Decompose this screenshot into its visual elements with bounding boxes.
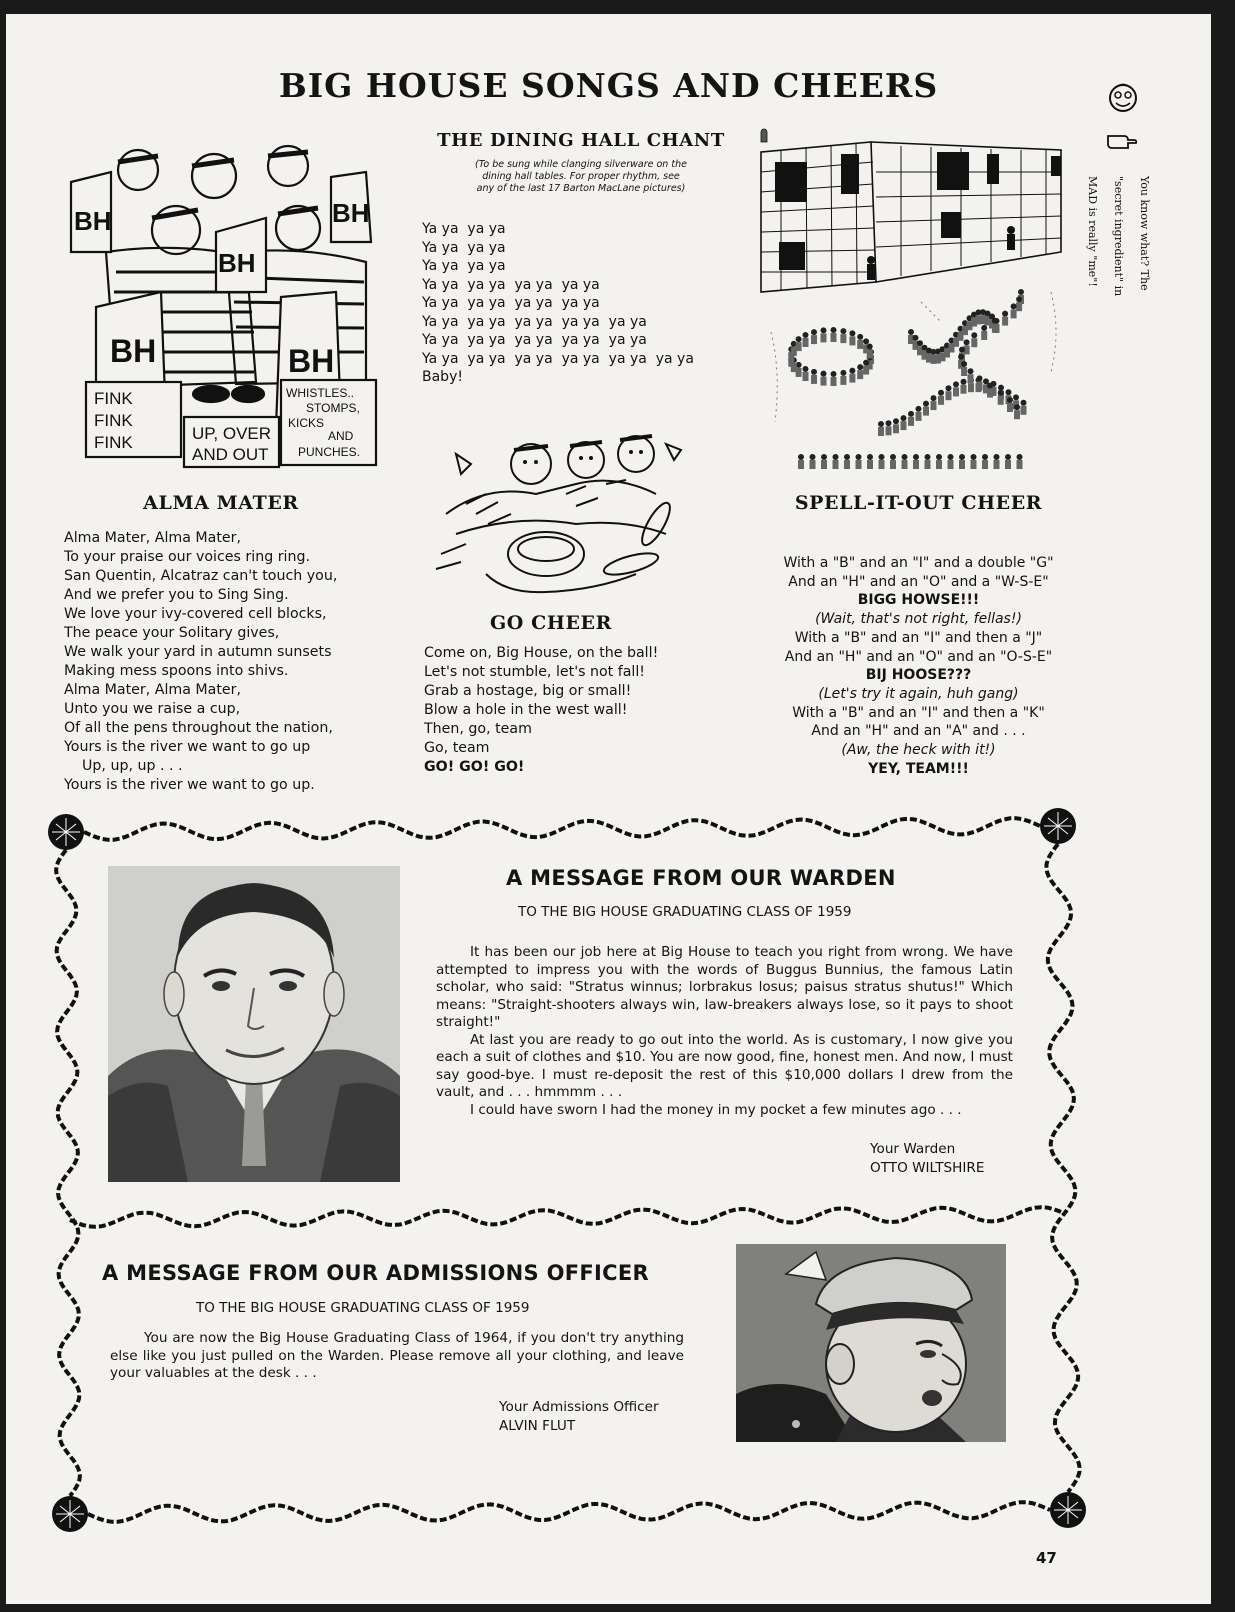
lyric-line: Of all the pens throughout the nation, [64, 720, 333, 736]
bh-badge: BH [332, 198, 370, 228]
signature-title: Your Warden [870, 1141, 956, 1157]
lyric-line: And we prefer you to Sing Sing. [64, 587, 289, 603]
admissions-message-subtitle: TO THE BIG HOUSE GRADUATING CLASS OF 1959 [196, 1300, 530, 1316]
lyric-line: Alma Mater, Alma Mater, [64, 682, 241, 698]
bh-badge: BH [110, 333, 157, 369]
cheer-final-line: GO! GO! GO! [424, 759, 525, 775]
lyric-line: Alma Mater, Alma Mater, [64, 530, 241, 546]
bh-badge: BH [288, 343, 335, 379]
cheer-line: Then, go, team [424, 721, 532, 737]
note-line: dining hall tables. For proper rhythm, see [482, 171, 680, 182]
bh-badge: BH [218, 248, 256, 278]
chain-segment [56, 850, 80, 1496]
message-paragraph: It has been our job here at Big House to teach you right from wrong. We have attempted to impress you with the words of Buggus Bunnius, the famous Latin scholar, who said: "Stratus winnus; lorbrakus losus; paisus stratus shutus!" Which means: "Straight-shooters always win, law-breakers always lose, so it pays to shoot straight!" [436, 944, 1013, 1030]
side-note-line: MAD is really "me"! [1086, 176, 1099, 287]
page-title: BIG HOUSE SONGS AND CHEERS [278, 66, 939, 105]
warden-message-title: A MESSAGE FROM OUR WARDEN [506, 866, 896, 890]
lyric-line: San Quentin, Alcatraz can't touch you, [64, 568, 338, 584]
magazine-page [6, 14, 1211, 1604]
sign-fink-line: FINK [94, 433, 133, 452]
cheer-line: And an "H" and an "O" and a "W-S-E" [788, 573, 1049, 590]
sign-up-over-line: AND OUT [192, 445, 269, 464]
warden-message-body [436, 944, 1013, 1119]
page-number: 47 [1036, 1549, 1057, 1567]
sign-up-over-line: UP, OVER [192, 424, 272, 443]
sign-whistles-line: WHISTLES.. [286, 386, 355, 400]
chain-segment [1046, 844, 1079, 1492]
sign-fink-line: FINK [94, 411, 133, 430]
chant-line: Ya ya ya ya ya ya ya ya [422, 295, 600, 311]
cheer-line: And an "H" and an "O" and an "O-S-E" [784, 648, 1053, 665]
cheer-line: And an "H" and an "A" and . . . [811, 723, 1026, 740]
spell-it-out-cheer-heading: SPELL-IT-OUT CHEER [794, 492, 1043, 514]
cheer-line: Grab a hostage, big or small! [424, 683, 632, 699]
go-cheer-heading: GO CHEER [489, 612, 613, 634]
warden-signature [870, 1140, 984, 1178]
warden-portrait [108, 866, 400, 1182]
chant-line: Baby! [422, 369, 463, 385]
bh-badge: BH [74, 206, 112, 236]
cheer-line: With a "B" and an "I" and then a "J" [794, 629, 1043, 646]
chant-line: Ya ya ya ya [422, 258, 506, 274]
chain-segment [70, 1207, 1066, 1227]
cheer-line: Come on, Big House, on the ball! [424, 645, 659, 661]
signature-name: ALVIN FLUT [499, 1418, 576, 1434]
lyric-line: To your praise our voices ring ring. [64, 549, 310, 565]
chain-segment [88, 1502, 1050, 1522]
cheer-line: With a "B" and an "I" and then a "K" [792, 704, 1045, 721]
alma-mater-heading: ALMA MATER [143, 492, 299, 514]
cheer-line: (Let's try it again, huh gang) [818, 685, 1019, 702]
note-line: (To be sung while clanging silverware on the [475, 159, 687, 170]
sign-whistles-line: KICKS [288, 416, 325, 430]
cheer-line: Go, team [424, 740, 490, 756]
lyric-line: We walk your yard in autumn sunsets [64, 644, 332, 660]
lyric-line: We love your ivy-covered cell blocks, [64, 606, 327, 622]
side-note-line: "secret ingredient" in [1112, 176, 1125, 297]
signature-name: OTTO WILTSHIRE [870, 1160, 985, 1176]
cheer-line: (Aw, the heck with it!) [841, 742, 996, 759]
chant-line: Ya ya ya ya [422, 239, 506, 256]
admissions-officer-portrait [736, 1244, 1006, 1442]
lyric-line: Yours is the river we want to go up [64, 739, 311, 755]
admissions-message-body [110, 1330, 684, 1383]
cheer-line: BIJ HOOSE??? [865, 667, 972, 684]
admissions-message-title: A MESSAGE FROM OUR ADMISSIONS OFFICER [102, 1261, 649, 1285]
sign-fink-line: FINK [94, 389, 133, 408]
lyric-line: Up, up, up . . . [64, 758, 183, 774]
lyric-line: The peace your Solitary gives, [64, 625, 280, 641]
dining-hall-chant-heading: THE DINING HALL CHANT [437, 130, 725, 151]
sign-whistles-line: STOMPS, [306, 401, 360, 415]
chant-line: Ya ya ya ya ya ya ya ya ya ya [422, 332, 647, 348]
cheer-line: Let's not stumble, let's not fall! [424, 664, 645, 680]
note-line: any of the last 17 Barton MacLane pictures) [476, 183, 686, 194]
sign-whistles-line: AND [328, 429, 354, 443]
lyric-line: Unto you we raise a cup, [64, 701, 241, 717]
cheer-line: (Wait, that's not right, fellas!) [815, 611, 1022, 628]
chant-line: Ya ya ya ya ya ya ya ya [422, 276, 600, 293]
lyric-line: Yours is the river we want to go up. [64, 777, 315, 793]
chain-segment [84, 818, 1040, 840]
cheer-line: YEY, TEAM!!! [868, 760, 969, 777]
chant-line: Ya ya ya ya ya ya ya ya ya ya [422, 313, 647, 330]
admissions-signature [499, 1398, 659, 1436]
chant-line: Ya ya ya ya [422, 221, 506, 237]
cheer-line: With a "B" and an "I" and a double "G" [783, 555, 1054, 571]
side-note-line: You know what? The [1138, 176, 1151, 291]
cheer-line: BIGG HOWSE!!! [857, 592, 980, 609]
sign-whistles-line: PUNCHES. [298, 445, 361, 459]
message-paragraph: At last you are ready to go out into the world. As is customary, I now give you each a suit of clothes and $10. You are now good, fine, honest men. And now, I must say good-bye. I must re-deposit the rest of this $10,000 dollars I drew from the vault, and . . . hmmmm . . . [436, 1031, 1013, 1100]
cheer-line: Blow a hole in the west wall! [424, 702, 628, 718]
lyric-line: Making mess spoons into shivs. [64, 663, 289, 679]
message-paragraph: You are now the Big House Graduating Class of 1964, if you don't try anything else like you just pulled on the Warden. Please remove all your clothing, and leave your valuables at the desk . . . [110, 1330, 684, 1381]
chant-line: Ya ya ya ya ya ya ya ya ya ya ya ya [422, 350, 694, 367]
signature-title: Your Admissions Officer [499, 1399, 659, 1415]
warden-message-subtitle: TO THE BIG HOUSE GRADUATING CLASS OF 1959 [518, 904, 852, 920]
message-paragraph: I could have sworn I had the money in my pocket a few minutes ago . . . [470, 1101, 962, 1118]
